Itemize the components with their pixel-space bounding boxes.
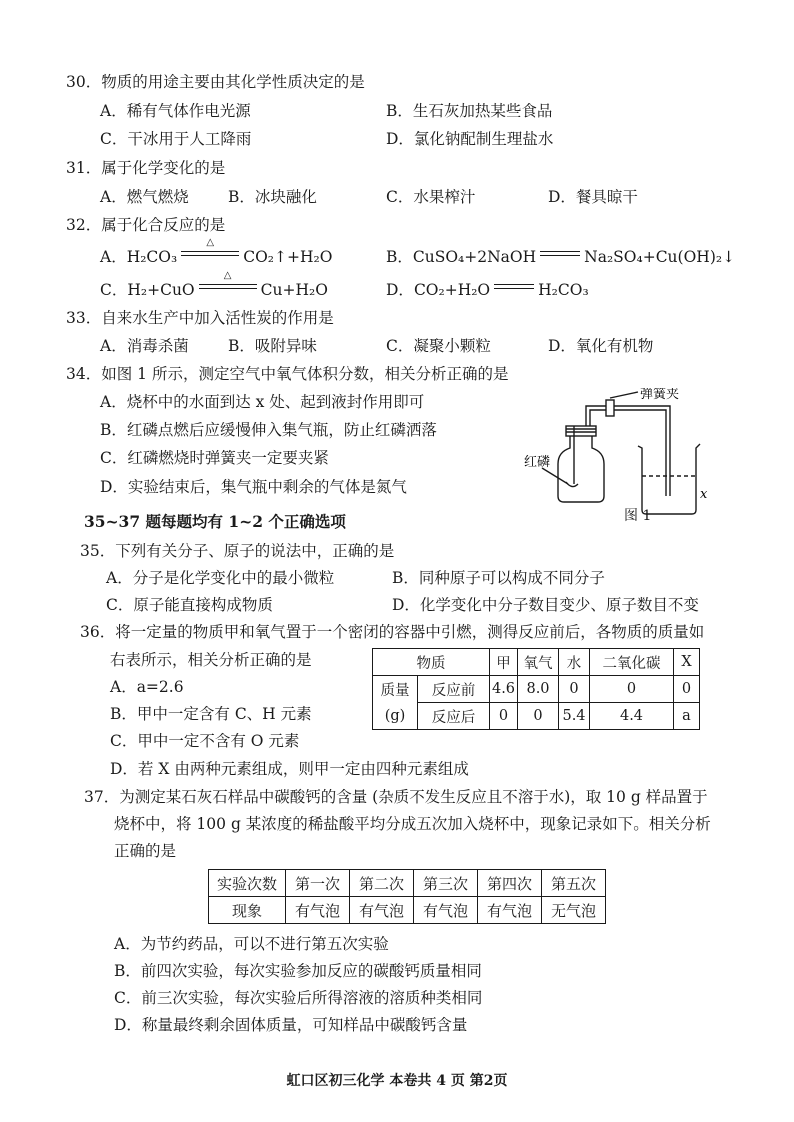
q36-table-header-row	[373, 649, 700, 676]
q37-cell: 有气泡	[414, 897, 478, 924]
q37-row-label: 现象	[209, 897, 286, 924]
q32-d-label: D．	[386, 281, 414, 299]
q36-header-oxygen: 氧气	[518, 649, 559, 676]
q36-header-water: 水	[559, 649, 590, 676]
q30-option-a: A．稀有气体作电光源	[100, 102, 251, 120]
q36-row-label-before: 反应前	[418, 676, 490, 703]
x-mark-label: x	[700, 487, 708, 502]
q32-a-reactants: H₂CO₃	[126, 248, 178, 266]
q36-table-row-after	[373, 703, 700, 730]
page-footer: 虹口区初三化学 本卷共 4 页 第2页	[286, 1073, 508, 1089]
heat-triangle-icon: △	[223, 270, 232, 281]
q35-stem: 35．下列有关分子、原子的说法中，正确的是	[80, 542, 395, 560]
q31-option-a: A．燃气燃烧	[100, 188, 189, 206]
q37-stem-line-2: 烧杯中，将 100 g 某浓度的稀盐酸平均分成五次加入烧杯中，现象记录如下。相关分析	[114, 815, 711, 833]
q36-option-b: B．甲中一定含有 C、H 元素	[110, 705, 312, 723]
q30-option-b: B．生石灰加热某些食品	[386, 102, 553, 120]
q37-cell: 有气泡	[350, 897, 414, 924]
q32-d-products: H₂CO₃	[538, 281, 589, 299]
q36-cell: 0	[590, 676, 674, 703]
q37-header-cell: 实验次数	[209, 870, 286, 897]
q34-stem: 34．如图 1 所示，测定空气中氧气体积分数，相关分析正确的是	[66, 365, 509, 383]
q36-stem-line-1: 36．将一定量的物质甲和氧气置于一个密闭的容器中引燃，测得反应前后，各物质的质量如	[80, 623, 705, 641]
q33-option-b: B．吸附异味	[228, 337, 317, 355]
q37-option-c: C．前三次实验，每次实验后所得溶液的溶质种类相同	[114, 989, 483, 1007]
q32-a-products: CO₂↑+H₂O	[243, 248, 333, 266]
q36-cell: 0	[674, 676, 700, 703]
q36-header-co2: 二氧化碳	[590, 649, 674, 676]
q35-option-c: C．原子能直接构成物质	[106, 596, 273, 614]
q32-a-equals-sign	[181, 237, 239, 259]
heat-triangle-icon: △	[206, 237, 215, 248]
q36-option-d: D．若 X 由两种元素组成，则甲一定由四种元素组成	[110, 760, 469, 778]
figure-1-caption: 图 1	[624, 508, 652, 524]
q37-header-cell: 第三次	[414, 870, 478, 897]
q32-b-products: Na₂SO₄+Cu(OH)₂↓	[584, 248, 736, 266]
q37-table-header-row	[209, 870, 606, 897]
q37-option-b: B．前四次实验，每次实验参加反应的碳酸钙质量相同	[114, 962, 482, 980]
q32-d-reactants: CO₂+H₂O	[413, 281, 491, 299]
q37-table-phenomenon-row	[209, 897, 606, 924]
q36-header-jia: 甲	[490, 649, 518, 676]
spring-clip	[606, 400, 614, 416]
q37-stem-line-1: 37．为测定某石灰石样品中碳酸钙的含量 (杂质不发生反应且不溶于水)，取 10 g 样品置于	[84, 788, 708, 806]
gas-bottle	[558, 436, 604, 502]
q31-option-d: D．餐具晾干	[548, 188, 638, 206]
q37-cell: 无气泡	[542, 897, 606, 924]
q35-option-b: B．同种原子可以构成不同分子	[392, 569, 605, 587]
q31-stem: 31．属于化学变化的是	[66, 159, 226, 177]
q36-unit-label: (g)	[373, 703, 418, 730]
q32-option-c	[100, 270, 328, 300]
q32-b-reactants: CuSO₄+2NaOH	[412, 248, 537, 266]
q36-mass-label: 质量	[373, 676, 418, 703]
q36-mass-table	[372, 648, 700, 730]
q31-option-b: B．冰块融化	[228, 188, 317, 206]
q34-option-b: B．红磷点燃后应缓慢伸入集气瓶，防止红磷洒落	[100, 421, 437, 439]
q36-cell: 8.0	[518, 676, 559, 703]
q36-cell: 4.6	[490, 676, 518, 703]
q37-header-cell: 第五次	[542, 870, 606, 897]
q37-cell: 有气泡	[286, 897, 350, 924]
q33-option-c: C．凝聚小颗粒	[386, 337, 491, 355]
q32-c-reactants: H₂+CuO	[127, 281, 195, 299]
q36-header-substance: 物质	[373, 649, 490, 676]
q34-option-a: A．烧杯中的水面到达 x 处、起到液封作用即可	[100, 393, 425, 411]
q36-cell: 4.4	[590, 703, 674, 730]
q36-row-label-after: 反应后	[418, 703, 490, 730]
beaker	[638, 444, 700, 514]
q31-option-c: C．水果榨汁	[386, 188, 476, 206]
q37-header-cell: 第四次	[478, 870, 542, 897]
q36-option-c: C．甲中一定不含有 O 元素	[110, 732, 300, 750]
section-note: 35~37 题每题均有 1~2 个正确选项	[84, 512, 346, 531]
q32-option-a	[100, 237, 333, 267]
q32-b-equals-sign	[540, 249, 580, 259]
figure-1-apparatus	[520, 388, 720, 528]
q37-cell: 有气泡	[478, 897, 542, 924]
clip-label: 弹簧夹	[640, 388, 680, 402]
q34-option-c: C．红磷燃烧时弹簧夹一定要夹紧	[100, 449, 329, 467]
q36-stem-line-2: 右表所示，相关分析正确的是	[110, 651, 312, 669]
q33-option-d: D．氧化有机物	[548, 337, 654, 355]
q32-stem: 32．属于化合反应的是	[66, 216, 226, 234]
q36-cell: a	[674, 703, 700, 730]
q36-cell: 5.4	[559, 703, 590, 730]
q32-d-equals-sign	[494, 282, 534, 292]
q32-a-label: A．	[100, 248, 127, 266]
q37-option-a: A．为节约药品，可以不进行第五次实验	[114, 935, 389, 953]
q35-option-d: D．化学变化中分子数目变少、原子数目不变	[392, 596, 699, 614]
q33-stem: 33．自来水生产中加入活性炭的作用是	[66, 309, 334, 327]
q37-header-cell: 第一次	[286, 870, 350, 897]
phosphorus-label: 红磷	[524, 455, 551, 470]
q36-cell: 0	[490, 703, 518, 730]
q37-stem-line-3: 正确的是	[114, 842, 177, 860]
q33-option-a: A．消毒杀菌	[100, 337, 189, 355]
q30-option-d: D．氯化钠配制生理盐水	[386, 130, 554, 148]
q32-c-equals-sign	[199, 270, 257, 292]
q34-option-d: D．实验结束后，集气瓶中剩余的气体是氮气	[100, 478, 407, 496]
q36-header-x: X	[674, 649, 700, 676]
q32-c-products: Cu+H₂O	[260, 281, 328, 299]
q36-cell: 0	[518, 703, 559, 730]
q32-b-label: B．	[386, 248, 413, 266]
q36-cell: 0	[559, 676, 590, 703]
q36-table-row-before	[373, 676, 700, 703]
q32-option-d	[386, 278, 589, 300]
stopper	[566, 426, 596, 436]
q36-option-a: A．a=2.6	[110, 678, 184, 696]
q30-option-c: C．干冰用于人工降雨	[100, 130, 252, 148]
q30-stem: 30．物质的用途主要由其化学性质决定的是	[66, 73, 365, 91]
q35-option-a: A．分子是化学变化中的最小微粒	[106, 569, 335, 587]
q37-option-d: D．称量最终剩余固体质量，可知样品中碳酸钙含量	[114, 1016, 468, 1034]
q32-c-label: C．	[100, 281, 128, 299]
q32-option-b	[386, 245, 735, 267]
q37-header-cell: 第二次	[350, 870, 414, 897]
q37-observation-table	[208, 869, 606, 924]
